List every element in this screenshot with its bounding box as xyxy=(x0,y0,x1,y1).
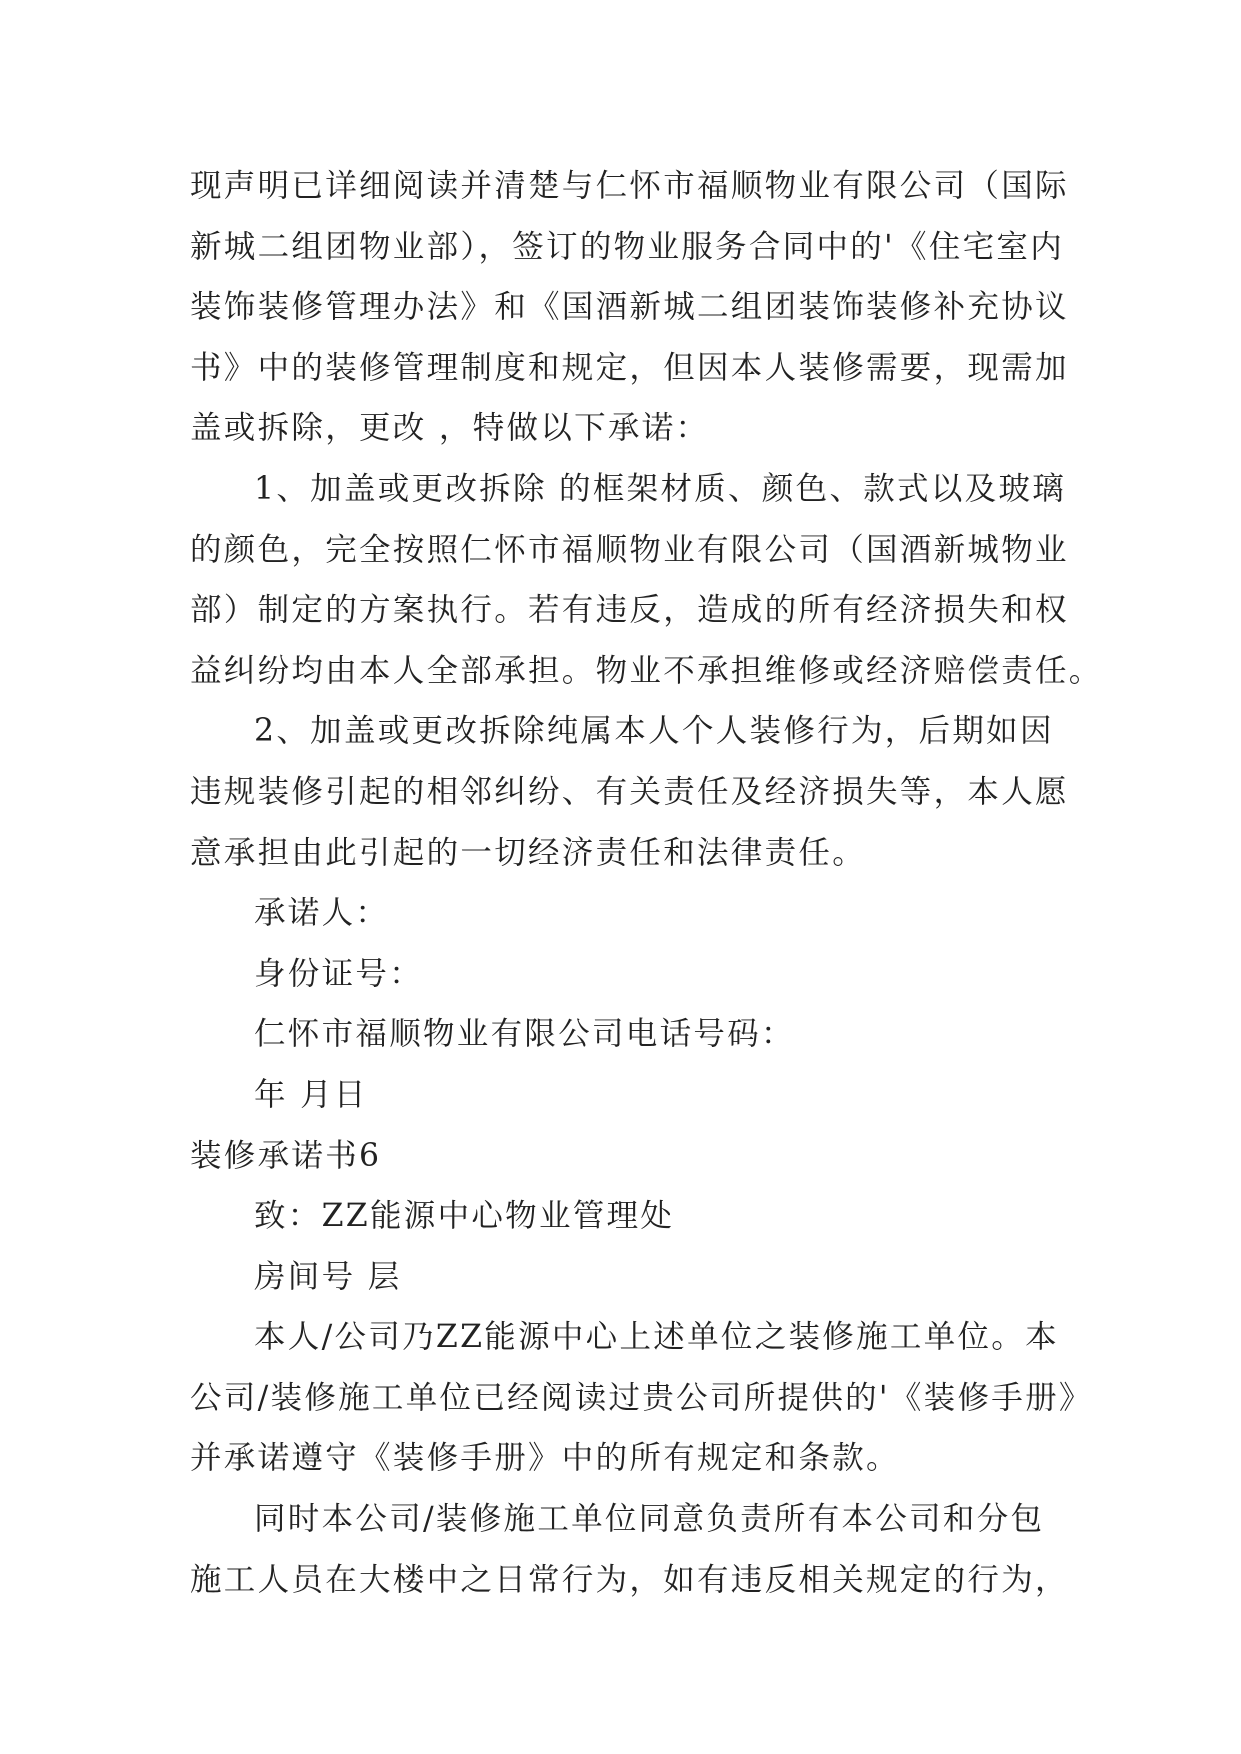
room-number-field: 房间号 层 xyxy=(254,1258,402,1295)
text-line: 违规装修引起的相邻纠纷、有关责任及经济损失等，本人愿 xyxy=(190,773,1069,810)
clause-1-line: 1、加盖或更改拆除 的框架材质、颜色、款式以及玻璃 xyxy=(254,470,1067,507)
text-line: 益纠纷均由本人全部承担。物业不承担维修或经济赔偿责任。 xyxy=(190,652,1103,689)
document-body xyxy=(190,156,1103,1610)
text-line: 并承诺遵守《装修手册》中的所有规定和条款。 xyxy=(190,1440,900,1477)
text-line: 新城二组团物业部），签订的物业服务合同中的'《住宅室内 xyxy=(190,228,1065,265)
text-line: 本人/公司乃ZZ能源中心上述单位之装修施工单位。本 xyxy=(254,1319,1059,1356)
phone-field: 仁怀市福顺物业有限公司电话号码： xyxy=(254,1016,795,1053)
text-line: 同时本公司/装修施工单位同意负责所有本公司和分包 xyxy=(254,1501,1045,1538)
text-line: 装饰装修管理办法》和《国酒新城二组团装饰装修补充协议 xyxy=(190,289,1069,326)
date-field: 年 月日 xyxy=(254,1076,368,1113)
text-line: 公司/装修施工单位已经阅读过贵公司所提供的'《装修手册》 xyxy=(190,1379,1093,1416)
text-line: 施工人员在大楼中之日常行为，如有违反相关规定的行为， xyxy=(190,1561,1069,1598)
text-line: 的颜色，完全按照仁怀市福顺物业有限公司（国酒新城物业 xyxy=(190,531,1069,568)
id-number-field: 身份证号： xyxy=(254,955,424,992)
addressee-line: 致：ZZ能源中心物业管理处 xyxy=(254,1198,675,1235)
text-line: 意承担由此引起的一切经济责任和法律责任。 xyxy=(190,834,867,871)
section-title: 装修承诺书6 xyxy=(190,1137,382,1174)
clause-2-line: 2、加盖或更改拆除纯属本人个人装修行为，后期如因 xyxy=(254,713,1054,750)
text-line: 现声明已详细阅读并清楚与仁怀市福顺物业有限公司（国际 xyxy=(190,168,1069,204)
text-line: 盖或拆除，更改 ，特做以下承诺： xyxy=(190,410,710,447)
text-line: 书》中的装修管理制度和规定，但因本人装修需要，现需加 xyxy=(190,349,1069,386)
promisor-field: 承诺人： xyxy=(254,895,390,932)
text-line: 部）制定的方案执行。若有违反，造成的所有经济损失和权 xyxy=(190,592,1069,629)
